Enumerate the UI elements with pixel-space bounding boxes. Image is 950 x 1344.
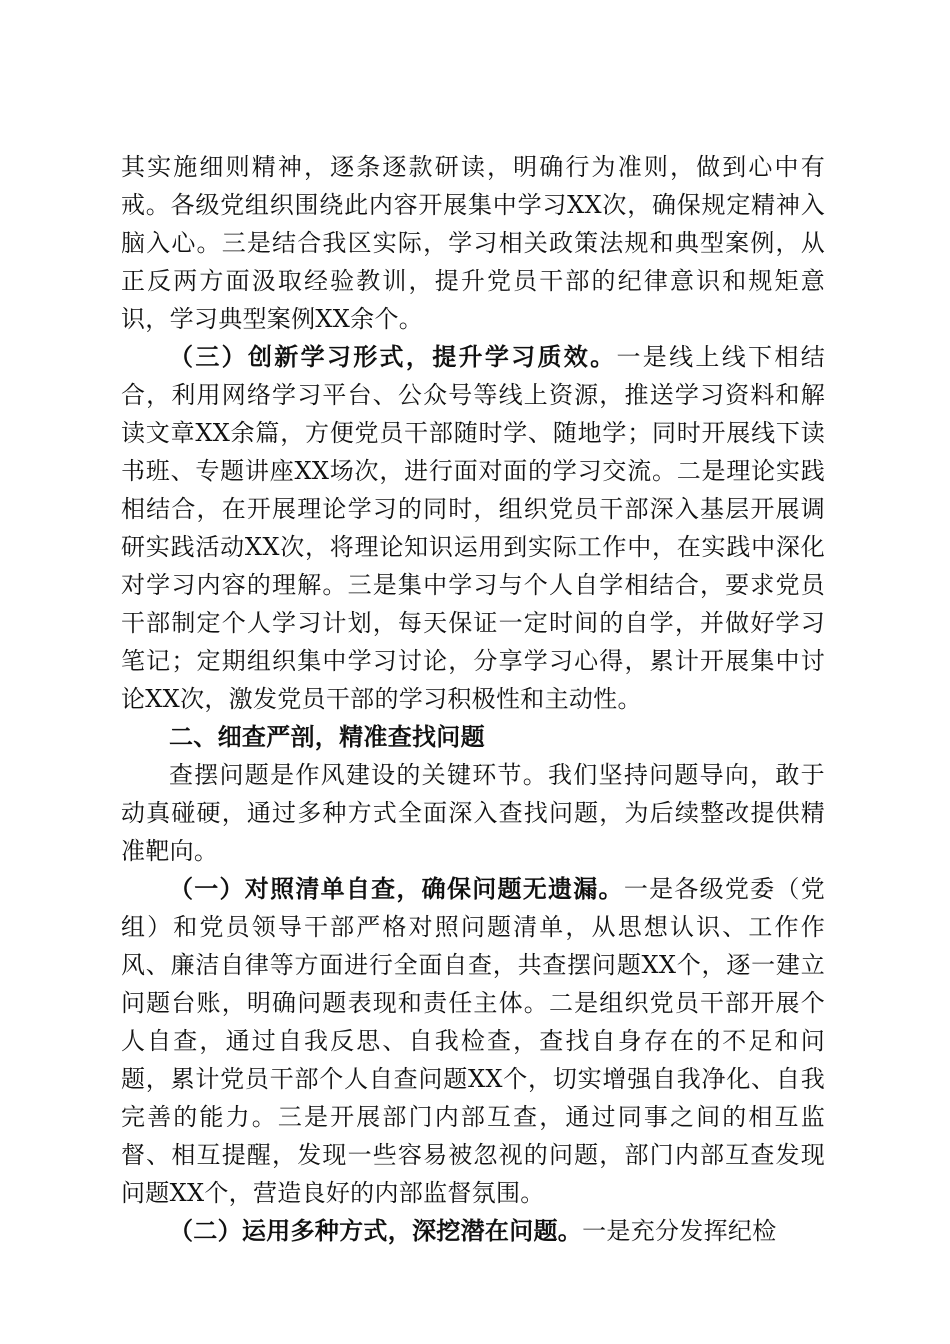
paragraph-innovate-learning (121, 338, 825, 718)
paragraph-intro: 查摆问题是作风建设的关键环节。我们坚持问题导向，敢于动真碰硬，通过多种方式全面深入查找问题，为后续整改提供精准靶向。 (121, 761, 825, 865)
paragraph-text: 一是各级党委（党组）和党员领导干部严格对照问题清单，从思想认识、工作作风、廉洁自律等方面进行全面自查，共查摆问题XX个，逐一建立问题台账，明确问题表现和责任主体。二是组织党员干部开展个人自查，通过自我反思、自我检查，查找自身存在的不足和问题，累计党员干部个人自查问题XX个，切实增强自我净化、自我完善的能力。三是开展部门内部互查，通过同事之间的相互监督、相互提醒，发现一些容易被忽视的问题，部门内部互查发现问题XX个，营造良好的内部监督氛围。 (121, 875, 825, 1207)
paragraph-checklist-self-check (121, 870, 825, 1212)
paragraph-lead: （三）创新学习形式，提升学习质效。 (169, 343, 617, 371)
paragraph-continuation: 其实施细则精神，逐条逐款研读，明确行为准则，做到心中有戒。各级党组织围绕此内容开展集中学习XX次，确保规定精神入脑入心。三是结合我区实际，学习相关政策法规和典型案例，从正反两方面汲取经验教训，提升党员干部的纪律意识和规矩意识，学习典型案例XX余个。 (121, 153, 825, 333)
paragraph-multiple-methods (121, 1212, 825, 1250)
paragraph-text: 一是线上线下相结合，利用网络学习平台、公众号等线上资源，推送学习资料和解读文章XX余篇，方便党员干部随时学、随地学；同时开展线下读书班、专题讲座XX场次，进行面对面的学习交流。二是理论实践相结合，在开展理论学习的同时，组织党员干部深入基层开展调研实践活动XX次，将理论知识运用到实际工作中，在实践中深化对学习内容的理解。三是集中学习与个人自学相结合，要求党员干部制定个人学习计划，每天保证一定时间的自学，并做好学习笔记；定期组织集中学习讨论，分享学习心得，累计开展集中讨论XX次，激发党员干部的学习积极性和主动性。 (121, 343, 825, 713)
section-heading: 二、细查严剖，精准查找问题 (169, 723, 485, 751)
document-body (121, 148, 825, 1250)
paragraph-text: 一是充分发挥纪检 (582, 1217, 777, 1245)
paragraph-lead: （二）运用多种方式，深挖潜在问题。 (169, 1217, 583, 1245)
paragraph-lead: （一）对照清单自查，确保问题无遗漏。 (169, 875, 624, 903)
